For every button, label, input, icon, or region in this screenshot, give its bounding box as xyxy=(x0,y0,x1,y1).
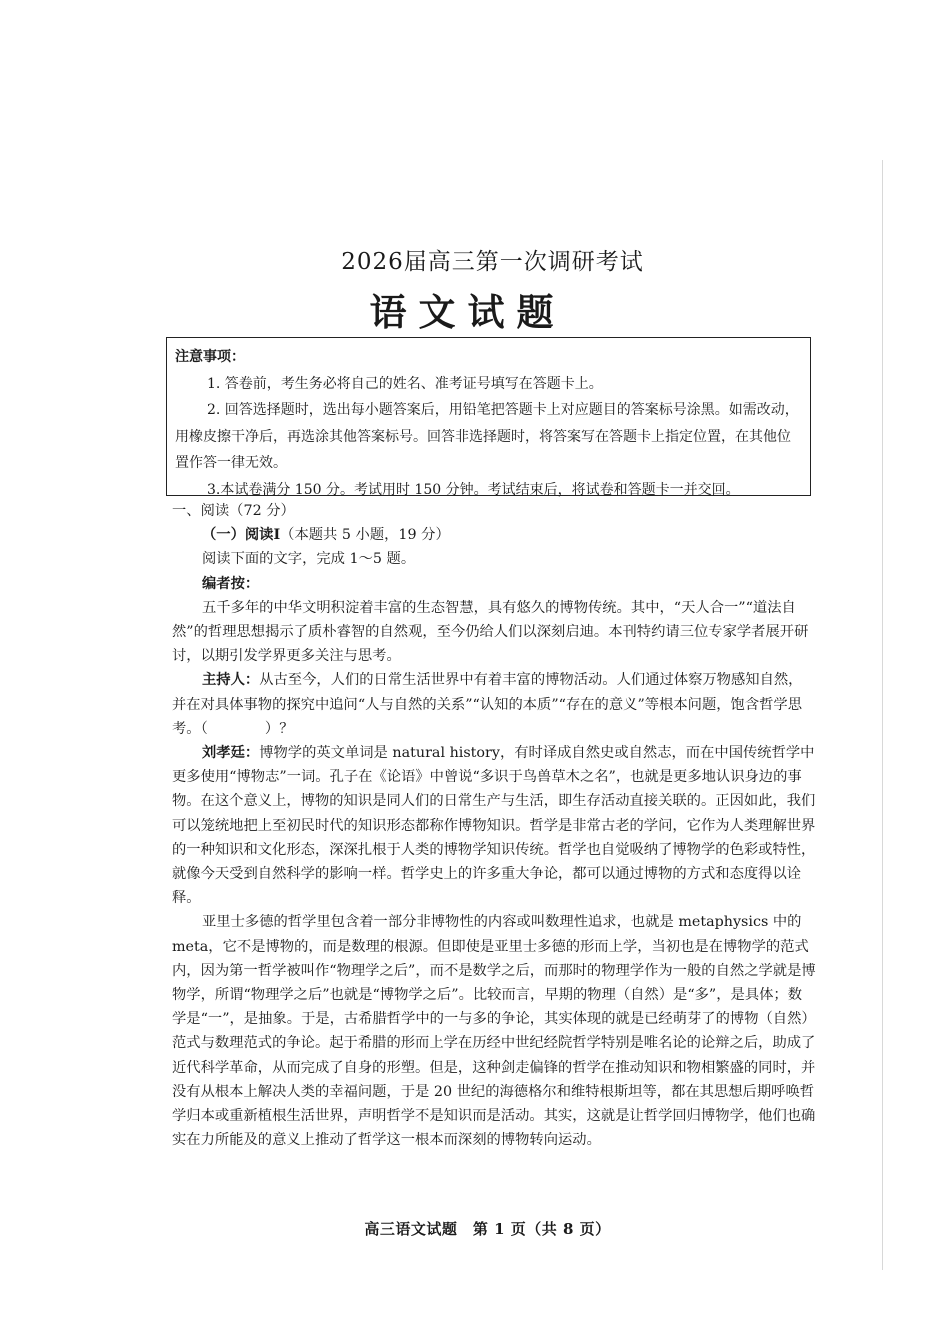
speaker-host: 主持人： xyxy=(202,672,260,689)
subject-title: 语文试题 xyxy=(369,290,566,334)
paragraph-4: 亚里士多德的哲学里包含着一部分非博物性的内容或叫数理性追求，也就是 metaphysics 中的 meta，它不是博物的，而是数理的根源。但即使是亚里士多德的形而上学，当初也是在博物学的范式内，因为第一哲学被叫作“物理学之后”，而不是数学之后，而那时的物理学作为一般的自然之学就是博物学，所谓“物理学之后”也就是“博物学之后”。比较而言，早期的物理（自然）是“多”，是具体；数学是“一”，是抽象。于是，古希腊哲学中的一与多的争论，其实体现的就是已经萌芽了的博物（自然）范式与数理范式的争论。起于希腊的形而上学在历经中世纪经院哲学特别是唯名论的论辩之后，助成了近代科学革命，从而完成了自身的形塑。但是，这种剑走偏锋的哲学在推动知识和物相繁盛的同时，并没有从根本上解决人类的幸福问题，于是 20 世纪的海德格尔和维特根斯坦等，都在其思想后期呼唤哲学归本或重新植根生活世界，声明哲学不是知识而是活动。其实，这就是让哲学回归博物学，他们也确实在力所能及的意义上推动了哲学这一根本而深刻的博物转向运动。 xyxy=(172,914,816,1149)
page-footer: 高三语文试题 第 1 页（共 8 页） xyxy=(364,1220,611,1238)
paragraph-3-text: 博物学的英文单词是 natural history，有时译成自然史或自然志，而在中国传统哲学中更多使用“博物志”一词。孔子在《论语》中曾说“多识于鸟兽草木之名”，也就是更多地认识身边的事物。在这个意义上，博物的知识是同人们的日常生产与生活，即生存活动直接关联的。正因如此，我们可以笼统地把上至初民时代的知识形态都称作博物知识。哲学是非常古老的学问，它作为人类理解世界的一种知识和文化形态，深深扎根于人类的博物学知识传统。哲学也自觉吸纳了博物学的色彩或特性，就像今天受到自然科学的影响一样。哲学史上的许多重大争论，都可以通过博物的方式和态度得以诠释。 xyxy=(172,745,816,907)
notice-item-1: 1. 答卷前，考生务必将自己的姓名、准考证号填写在答题卡上。 xyxy=(207,375,603,392)
paragraph-1: 五千多年的中华文明积淀着丰富的生态智慧，具有悠久的博物传统。其中，“天人合一”“道法自然”的哲理思想揭示了质朴睿智的自然观，至今仍给人们以深刻启迪。本刊特约请三位专家学者展开研讨，以期引发学界更多关注与思考。 xyxy=(172,599,809,665)
sub-heading-rest: （本题共 5 小题，19 分） xyxy=(280,527,450,544)
notice-item-2: 2. 回答选择题时，选出每小题答案后，用铅笔把答题卡上对应题目的答案标号涂黑。如需改动，用橡皮擦干净后，再选涂其他答案标号。回答非选择题时，将答案写在答题卡上指定位置，在其他位置作答一律无效。 xyxy=(175,402,799,471)
sub-heading-label: （一）阅读Ⅰ xyxy=(202,527,281,544)
paragraph-2 xyxy=(172,668,816,741)
paragraph-3 xyxy=(172,741,816,910)
notice-title: 注意事项： xyxy=(175,349,245,365)
exam-title: 2026届高三第一次调研考试 xyxy=(341,249,644,275)
section-heading: 一、阅读（72 分） xyxy=(172,503,295,519)
notice-item-3: 3.本试卷满分 150 分。考试用时 150 分钟。考试结束后，将试卷和答题卡一并交回。 xyxy=(207,481,740,498)
editor-note-label: 编者按： xyxy=(202,575,260,592)
instruction: 阅读下面的文字，完成 1～5 题。 xyxy=(202,551,416,568)
speaker-liu: 刘孝廷： xyxy=(202,745,260,762)
sub-section-heading xyxy=(172,523,816,547)
paragraph-2-text: 从古至今，人们的日常生活世界中有着丰富的博物活动。人们通过体察万物感知自然，并在对具体事物的探究中追问“人与自然的关系”“认知的本质”“存在的意义”等根本问题，饱含哲学思考。（ ）？ xyxy=(172,672,803,737)
reading-section xyxy=(172,499,816,1152)
notice-box xyxy=(166,337,811,496)
